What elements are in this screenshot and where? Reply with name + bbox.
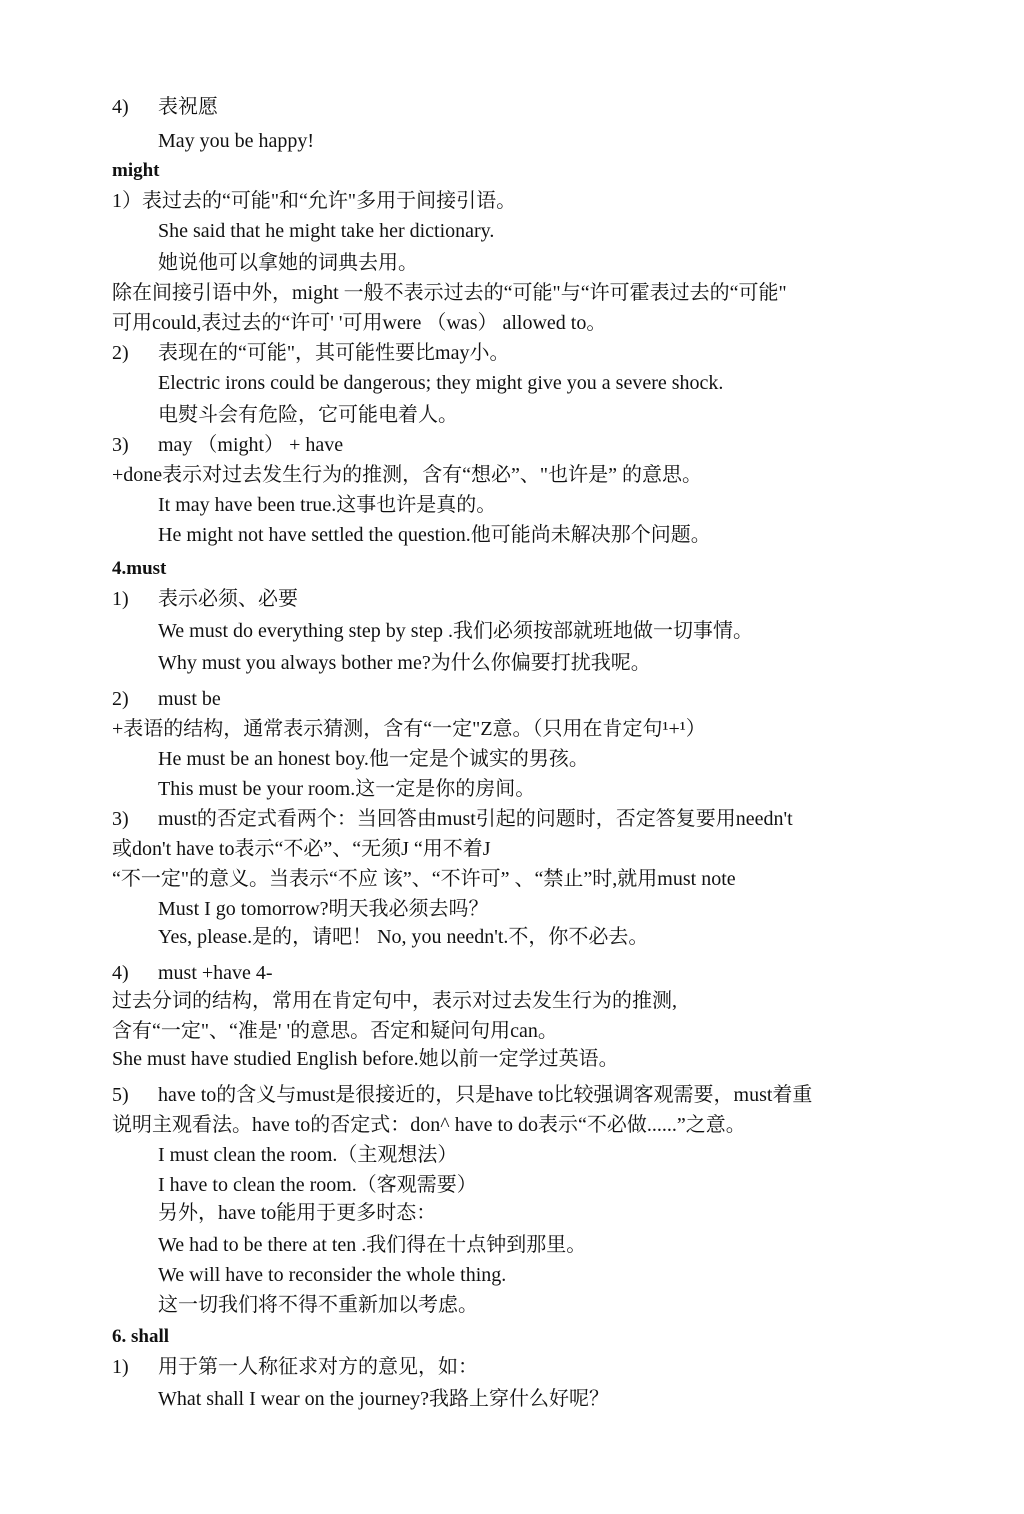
example-sentence: She must have studied English before.她以前一定学过英语。 <box>112 1048 619 1070</box>
paragraph: “不一定"的意义。当表示“不应 该”、“不许可” 、“禁止”时,就用must note <box>112 868 736 890</box>
example-sentence: We had to be there at ten .我们得在十点钟到那里。 <box>158 1234 587 1256</box>
paragraph: +表语的结构，通常表示猜测，含有“一定"Z意。（只用在肯定句¹+¹） <box>112 718 706 740</box>
list-item: 4) 表祝愿 <box>112 96 218 118</box>
section-heading: might <box>112 160 160 181</box>
example-sentence: She said that he might take her dictionary. <box>158 220 495 242</box>
example-sentence: Yes, please.是的，请吧！ No, you needn't.不，你不必去。 <box>158 926 649 948</box>
example-sentence: Electric irons could be dangerous; they might give you a severe shock. <box>158 372 724 394</box>
example-sentence: Must I go tomorrow?明天我必须去吗？ <box>158 898 489 920</box>
example-sentence: This must be your room.这一定是你的房间。 <box>158 778 536 800</box>
example-sentence: I must clean the room.（主观想法） <box>158 1144 458 1166</box>
paragraph: 另外，have to能用于更多时态： <box>158 1202 437 1224</box>
list-item: 1) 用于第一人称征求对方的意见，如： <box>112 1356 478 1378</box>
example-sentence: He might not have settled the question.他可能尚未解决那个问题。 <box>158 524 711 546</box>
list-item: 3) must的否定式看两个：当回答由must引起的问题时，否定答复要用needn't <box>112 808 793 830</box>
example-sentence: We must do everything step by step .我们必须按部就班地做一切事情。 <box>158 620 754 642</box>
example-sentence: What shall I wear on the journey?我路上穿什么好呢？ <box>158 1388 610 1410</box>
example-sentence: He must be an honest boy.他一定是个诚实的男孩。 <box>158 748 589 770</box>
paragraph: +done表示对过去发生行为的推测，含有“想必”、"也许是” 的意思。 <box>112 464 702 486</box>
translation: 这一切我们将不得不重新加以考虑。 <box>158 1294 478 1316</box>
translation: 她说他可以拿她的词典去用。 <box>158 252 418 274</box>
list-item: 4) must +have 4- <box>112 962 273 984</box>
paragraph: 过去分词的结构，常用在肯定句中，表示对过去发生行为的推测, <box>112 990 677 1012</box>
paragraph: 说明主观看法。have to的否定式：don^ have to do表示“不必做......”之意。 <box>112 1114 746 1136</box>
list-item: 1) 表示必须、必要 <box>112 588 298 610</box>
list-item: 3) may （might） + have <box>112 434 344 456</box>
list-item: 5) have to的含义与must是很接近的，只是have to比较强调客观需要，must着重 <box>112 1084 813 1106</box>
example-sentence: It may have been true.这事也许是真的。 <box>158 494 497 516</box>
example-sentence: I have to clean the room.（客观需要） <box>158 1174 477 1196</box>
paragraph: 含有“一定"、“准是' '的意思。否定和疑问句用can。 <box>112 1020 558 1042</box>
paragraph: 可用could,表过去的“许可' '可用were （was） allowed to。 <box>112 312 607 334</box>
paragraph: 除在间接引语中外，might 一般不表示过去的“可能"与“许可霍表过去的“可能" <box>112 282 787 304</box>
example-sentence: We will have to reconsider the whole thing. <box>158 1264 507 1286</box>
section-heading: 4.must <box>112 558 167 579</box>
section-heading: 6. shall <box>112 1326 170 1347</box>
list-item: 1）表过去的“可能"和“允许"多用于间接引语。 <box>112 190 517 212</box>
translation: 电熨斗会有危险，它可能电着人。 <box>158 404 458 426</box>
list-item: 2) must be <box>112 688 221 710</box>
list-item: 2) 表现在的“可能"，其可能性要比may小。 <box>112 342 510 364</box>
example-sentence: May you be happy! <box>158 130 315 152</box>
paragraph: 或don't have to表示“不必”、“无须J “用不着J <box>112 838 491 860</box>
example-sentence: Why must you always bother me?为什么你偏要打扰我呢。 <box>158 652 651 674</box>
